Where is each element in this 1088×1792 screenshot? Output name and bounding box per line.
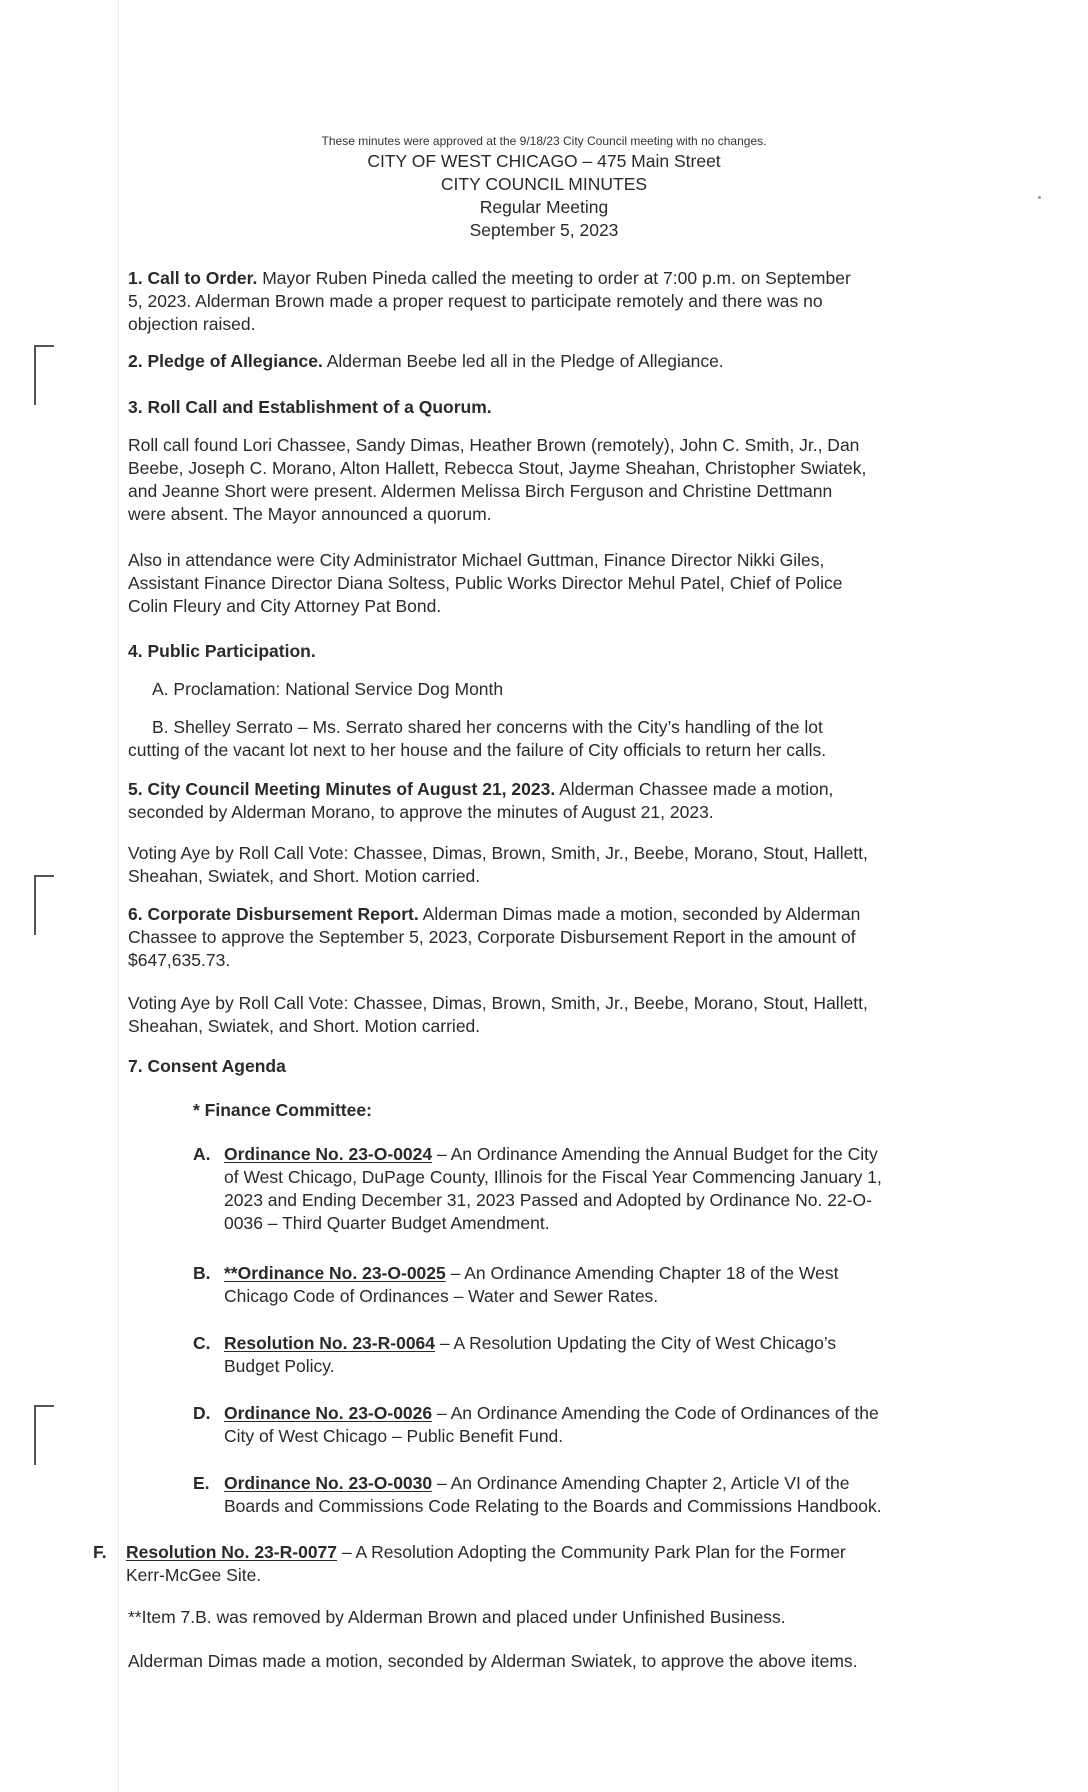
minutes-line-1 bbox=[128, 778, 833, 801]
scan-edge-line bbox=[118, 0, 119, 1792]
call-to-order-line-3: objection raised. bbox=[128, 314, 256, 334]
public-participation-heading: 4. Public Participation. bbox=[128, 641, 316, 661]
consent-item-e-line: Boards and Commissions Code Relating to the Boards and Commissions Handbook. bbox=[224, 1496, 882, 1516]
finance-committee-label: * Finance Committee: bbox=[193, 1100, 372, 1120]
pledge-text: Alderman Beebe led all in the Pledge of Allegiance. bbox=[326, 351, 724, 371]
minutes-heading: 5. City Council Meeting Minutes of August 21, 2023. bbox=[128, 779, 556, 799]
consent-item-c-line-1 bbox=[224, 1332, 836, 1355]
consent-item-d-line: City of West Chicago – Public Benefit Fund. bbox=[224, 1426, 564, 1446]
disbursement-line-1 bbox=[128, 903, 860, 926]
roll-call-para1-line: Beebe, Joseph C. Morano, Alton Hallett, Rebecca Stout, Jayme Sheahan, Christopher Swiatek, bbox=[128, 458, 867, 478]
consent-item-a-line: of West Chicago, DuPage County, Illinois for the Fiscal Year Commencing January 1, bbox=[224, 1167, 882, 1187]
minutes-line-2: seconded by Alderman Morano, to approve the minutes of August 21, 2023. bbox=[128, 802, 714, 822]
consent-item-title: **Ordinance No. 23-O-0025 bbox=[224, 1263, 446, 1283]
roll-call-para1-line: were absent. The Mayor announced a quorum. bbox=[128, 504, 492, 524]
consent-item-title: Ordinance No. 23-O-0024 bbox=[224, 1144, 433, 1164]
consent-item-e-line-1 bbox=[224, 1472, 849, 1495]
consent-item-b-line-1 bbox=[224, 1262, 838, 1285]
call-to-order-text: Mayor Ruben Pineda called the meeting to order at 7:00 p.m. on September bbox=[262, 268, 851, 288]
consent-item-label: A. bbox=[193, 1144, 211, 1164]
consent-item-desc: – An Ordinance Amending the Annual Budget for the City bbox=[432, 1144, 878, 1164]
approval-note: These minutes were approved at the 9/18/23 City Council meeting with no changes. bbox=[321, 134, 767, 148]
disbursement-text: Alderman Dimas made a motion, seconded by Alderman bbox=[422, 904, 861, 924]
call-to-order-heading: 1. Call to Order. bbox=[128, 268, 258, 288]
consent-item-a-line-1 bbox=[224, 1143, 878, 1166]
scan-margin-mark bbox=[34, 875, 54, 935]
consent-item-desc: – A Resolution Adopting the Community Park Plan for the Former bbox=[337, 1542, 846, 1562]
consent-item-a-line: 2023 and Ending December 31, 2023 Passed and Adopted by Ordinance No. 22-O- bbox=[224, 1190, 872, 1210]
roll-call-para1-line: Roll call found Lori Chassee, Sandy Dimas, Heather Brown (remotely), John C. Smith, Jr., Dan bbox=[128, 435, 860, 455]
consent-item-f-line: Kerr-McGee Site. bbox=[126, 1565, 262, 1585]
pledge-heading: 2. Pledge of Allegiance. bbox=[128, 351, 323, 371]
document-title: CITY COUNCIL MINUTES bbox=[440, 174, 648, 194]
roll-call-para2-line: Assistant Finance Director Diana Soltess, Public Works Director Mehul Patel, Chief of Police bbox=[128, 573, 843, 593]
consent-item-title: Resolution No. 23-R-0064 bbox=[224, 1333, 436, 1353]
city-address-line: CITY OF WEST CHICAGO – 475 Main Street bbox=[367, 151, 721, 171]
consent-item-desc: – An Ordinance Amending Chapter 18 of the West bbox=[445, 1263, 839, 1283]
disbursement-amount: $647,635.73. bbox=[128, 950, 231, 970]
consent-item-title: Resolution No. 23-R-0077 bbox=[126, 1542, 338, 1562]
consent-item-label: E. bbox=[193, 1473, 210, 1493]
consent-item-title: Ordinance No. 23-O-0030 bbox=[224, 1473, 433, 1493]
roll-call-para2-line: Colin Fleury and City Attorney Pat Bond. bbox=[128, 596, 442, 616]
minutes-text: Alderman Chassee made a motion, bbox=[559, 779, 834, 799]
disbursement-line-2: Chassee to approve the September 5, 2023, Corporate Disbursement Report in the amount of bbox=[128, 927, 856, 947]
call-to-order-line-1 bbox=[128, 267, 851, 290]
proclamation-item: A. Proclamation: National Service Dog Month bbox=[152, 679, 504, 699]
public-comment-line: cutting of the vacant lot next to her house and the failure of City officials to return her calls. bbox=[128, 740, 827, 760]
roll-call-para2-line: Also in attendance were City Administrator Michael Guttman, Finance Director Nikki Giles, bbox=[128, 550, 825, 570]
roll-call-para1-line: and Jeanne Short were present. Aldermen Melissa Birch Ferguson and Christine Dettmann bbox=[128, 481, 833, 501]
consent-agenda-heading: 7. Consent Agenda bbox=[128, 1056, 286, 1076]
consent-item-desc: – A Resolution Updating the City of West Chicago’s bbox=[435, 1333, 837, 1353]
item-removed-note: **Item 7.B. was removed by Alderman Brown and placed under Unfinished Business. bbox=[128, 1607, 786, 1627]
disbursement-heading: 6. Corporate Disbursement Report. bbox=[128, 904, 419, 924]
consent-item-desc: – An Ordinance Amending the Code of Ordinances of the bbox=[432, 1403, 879, 1423]
consent-item-a-line: 0036 – Third Quarter Budget Amendment. bbox=[224, 1213, 550, 1233]
public-comment-line: B. Shelley Serrato – Ms. Serrato shared her concerns with the City’s handling of the lot bbox=[152, 717, 823, 737]
disbursement-vote-line: Sheahan, Swiatek, and Short. Motion carried. bbox=[128, 1016, 481, 1036]
call-to-order-line-2: 5, 2023. Alderman Brown made a proper request to participate remotely and there was no bbox=[128, 291, 823, 311]
approve-motion-text: Alderman Dimas made a motion, seconded by Alderman Swiatek, to approve the above items. bbox=[128, 1651, 858, 1671]
meeting-type: Regular Meeting bbox=[479, 197, 609, 217]
pledge-line bbox=[128, 350, 724, 373]
consent-item-f-line-1 bbox=[126, 1541, 846, 1564]
consent-item-label: F. bbox=[93, 1542, 107, 1562]
roll-call-heading: 3. Roll Call and Establishment of a Quorum. bbox=[128, 397, 492, 417]
consent-item-label: B. bbox=[193, 1263, 211, 1283]
minutes-vote-line: Voting Aye by Roll Call Vote: Chassee, Dimas, Brown, Smith, Jr., Beebe, Morano, Stout, Hallett, bbox=[128, 843, 868, 863]
consent-item-label: C. bbox=[193, 1333, 211, 1353]
scan-margin-mark bbox=[34, 1405, 54, 1465]
consent-item-label: D. bbox=[193, 1403, 211, 1423]
consent-item-c-line: Budget Policy. bbox=[224, 1356, 335, 1376]
consent-item-desc: – An Ordinance Amending Chapter 2, Article VI of the bbox=[432, 1473, 850, 1493]
scan-margin-mark bbox=[34, 345, 54, 405]
meeting-date: September 5, 2023 bbox=[469, 220, 619, 240]
minutes-vote-line: Sheahan, Swiatek, and Short. Motion carried. bbox=[128, 866, 481, 886]
consent-item-d-line-1 bbox=[224, 1402, 879, 1425]
disbursement-vote-line: Voting Aye by Roll Call Vote: Chassee, Dimas, Brown, Smith, Jr., Beebe, Morano, Stout, Hallett, bbox=[128, 993, 868, 1013]
consent-item-title: Ordinance No. 23-O-0026 bbox=[224, 1403, 433, 1423]
consent-item-b-line: Chicago Code of Ordinances – Water and Sewer Rates. bbox=[224, 1286, 659, 1306]
